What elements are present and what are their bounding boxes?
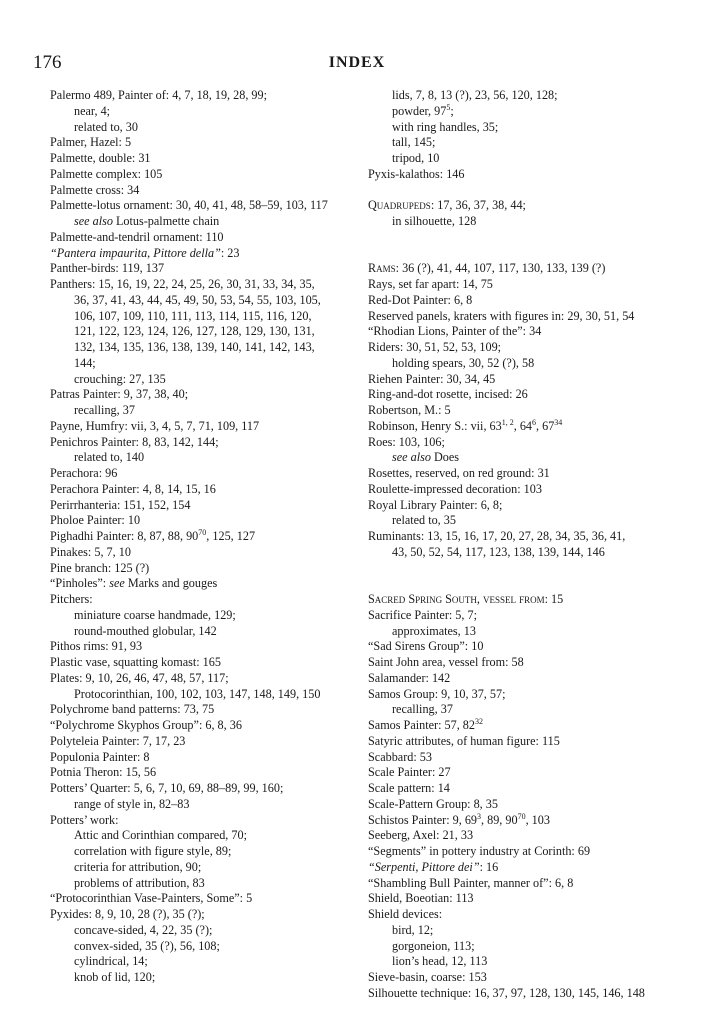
index-entry <box>368 435 668 451</box>
entry-text: Palmette cross: 34 <box>50 182 140 197</box>
entry-text: range of style in, 82–83 <box>74 796 190 811</box>
entry-text: Pighadhi Painter: 8, 87, 88, 90 <box>50 529 199 543</box>
index-subentry <box>50 104 355 120</box>
index-entry <box>50 135 355 151</box>
entry-text: Scale pattern: 14 <box>368 781 450 795</box>
index-entry <box>50 435 355 451</box>
italic-cross-reference: see <box>109 576 125 591</box>
entry-text: Penichros Painter: 8, 83, 142, 144; <box>50 434 219 449</box>
index-entry <box>50 718 355 734</box>
index-entry <box>50 750 355 766</box>
entry-text: Polychrome band patterns: 73, 75 <box>50 702 215 717</box>
entry-text: ; <box>450 103 454 118</box>
footnote-ref: 32 <box>474 716 483 726</box>
entry-text: in silhouette, 128 <box>392 214 477 228</box>
page-number: 176 <box>33 52 62 73</box>
index-entry-continuation <box>368 545 668 561</box>
entry-text: Samos Painter: 57, 82 <box>368 718 475 732</box>
index-subentry <box>368 104 668 120</box>
entry-text: “Sad Sirens Group”: 10 <box>368 639 484 654</box>
index-entry <box>368 293 668 309</box>
entry-text: round-mouthed globular, 142 <box>74 623 217 638</box>
index-subentry <box>50 687 355 703</box>
entry-text: 36, 37, 41, 43, 44, 45, 49, 50, 53, 54, 55, 103, 105, <box>74 292 321 307</box>
footnote-ref: 3 <box>477 811 482 821</box>
entry-text: Robinson, Henry S.: vii, 63 <box>368 418 502 433</box>
entry-text: gorgoneion, 113; <box>392 938 475 953</box>
index-entry <box>50 592 355 608</box>
entry-text: Saint John area, vessel from: 58 <box>368 655 524 669</box>
index-subentry <box>50 797 355 813</box>
section-gap <box>368 576 668 592</box>
entry-text: , 89, 90 <box>481 812 518 827</box>
entry-text: Perirrhanteria: 151, 152, 154 <box>50 497 191 512</box>
index-entry-continuation <box>50 293 355 309</box>
index-entry <box>50 498 355 514</box>
index-entry <box>50 891 355 907</box>
index-subentry <box>50 860 355 876</box>
index-subentry <box>368 513 668 529</box>
entry-text: Pholoe Painter: 10 <box>50 513 141 528</box>
index-entry <box>368 655 668 671</box>
entry-text: Lotus-palmette chain <box>112 214 220 228</box>
entry-text: Seeberg, Axel: 21, 33 <box>368 828 474 843</box>
entry-text: crouching: 27, 135 <box>74 371 166 386</box>
index-subentry <box>50 844 355 860</box>
entry-text: “Rhodian Lions, Painter of the”: 34 <box>368 324 542 339</box>
entry-text: Riders: 30, 51, 52, 53, 109; <box>368 340 502 354</box>
index-entry <box>50 167 355 183</box>
entry-text: “Pinholes”: <box>50 576 110 591</box>
entry-text: Palmette-and-tendril ornament: 110 <box>50 229 224 244</box>
entry-text: Scale Painter: 27 <box>368 765 451 780</box>
index-subentry <box>368 624 668 640</box>
index-entry <box>368 372 668 388</box>
index-entry <box>368 403 668 419</box>
index-subentry <box>368 135 668 151</box>
entry-text: Riehen Painter: 30, 34, 45 <box>368 371 496 386</box>
entry-text: Panther-birds: 119, 137 <box>50 261 165 276</box>
entry-text: 106, 107, 109, 110, 111, 113, 114, 115, 116, 120, <box>74 308 312 323</box>
index-subentry <box>50 828 355 844</box>
index-subentry <box>50 923 355 939</box>
entry-text: Sacrifice Painter: 5, 7; <box>368 607 477 622</box>
index-entry <box>368 639 668 655</box>
index-entry <box>50 261 355 277</box>
index-entry <box>368 529 668 545</box>
index-entry <box>368 198 668 214</box>
index-entry <box>368 813 668 829</box>
index-entry <box>50 734 355 750</box>
entry-text: lids, 7, 8, 13 (?), 23, 56, 120, 128; <box>392 88 558 102</box>
running-head: INDEX <box>328 54 386 71</box>
index-entry <box>50 387 355 403</box>
index-subentry <box>50 624 355 640</box>
index-entry <box>50 482 355 498</box>
section-gap <box>368 561 668 577</box>
index-entry <box>368 592 668 608</box>
index-entry <box>50 88 355 104</box>
index-entry <box>368 797 668 813</box>
index-entry <box>368 309 668 325</box>
index-entry <box>368 498 668 514</box>
entry-text: , 103 <box>525 812 550 827</box>
entry-text: Satyric attributes, of human figure: 115 <box>368 733 560 748</box>
index-entry <box>50 561 355 577</box>
entry-text: 121, 122, 123, 124, 126, 127, 128, 129, 130, 131, <box>74 324 315 339</box>
index-entry <box>368 907 668 923</box>
footnote-ref: 70 <box>198 527 207 537</box>
index-entry <box>368 734 668 750</box>
index-entry <box>50 671 355 687</box>
index-entry-continuation <box>50 324 355 340</box>
entry-text: Populonia Painter: 8 <box>50 749 150 764</box>
index-entry <box>368 750 668 766</box>
index-entry <box>368 891 668 907</box>
index-entry <box>50 781 355 797</box>
entry-text: Patras Painter: 9, 37, 38, 40; <box>50 387 189 402</box>
entry-text: holding spears, 30, 52 (?), 58 <box>392 355 535 370</box>
entry-text: correlation with figure style, 89; <box>74 844 232 858</box>
entry-text: miniature coarse handmade, 129; <box>74 607 236 622</box>
index-subentry <box>368 939 668 955</box>
entry-text: Robertson, M.: 5 <box>368 403 451 417</box>
entry-text: criteria for attribution, 90; <box>74 859 202 874</box>
index-subentry <box>368 356 668 372</box>
entry-text: Marks and gouges <box>124 576 218 591</box>
entry-text: “Shambling Bull Painter, manner of”: 6, 8 <box>368 875 574 890</box>
index-subentry <box>50 954 355 970</box>
index-subentry <box>50 372 355 388</box>
entry-text: Pitchers: <box>50 592 93 606</box>
index-entry <box>368 167 668 183</box>
entry-text: “Protocorinthian Vase-Painters, Some”: 5 <box>50 891 253 906</box>
entry-text: Panthers: 15, 16, 19, 22, 24, 25, 26, 30, 31, 33, 34, 35, <box>50 277 315 291</box>
entry-text: Palmette, double: 31 <box>50 151 151 165</box>
entry-text: Attic and Corinthian compared, 70; <box>74 828 247 843</box>
entry-text: 43, 50, 52, 54, 117, 123, 138, 139, 144, 146 <box>392 544 605 559</box>
index-entry <box>368 970 668 986</box>
entry-text: “Polychrome Skyphos Group”: 6, 8, 36 <box>50 718 242 732</box>
entry-text: Roulette-impressed decoration: 103 <box>368 481 542 496</box>
index-entry <box>368 324 668 340</box>
entry-text: Reserved panels, kraters with figures in: 29, 30, 51, 54 <box>368 308 635 323</box>
entry-text: Silhouette technique: 16, 37, 97, 128, 130, 145, 146, 148 <box>368 985 645 1000</box>
index-entry <box>368 671 668 687</box>
index-subentry <box>368 702 668 718</box>
index-entry <box>368 261 668 277</box>
entry-text: Does <box>430 450 460 465</box>
index-entry <box>50 813 355 829</box>
entry-text: Potters’ Quarter: 5, 6, 7, 10, 69, 88–89, 99, 160; <box>50 781 284 795</box>
entry-text: : 23 <box>220 245 240 260</box>
entry-text: bird, 12; <box>392 922 434 937</box>
entry-text: Perachora: 96 <box>50 466 118 480</box>
index-entry <box>368 482 668 498</box>
footnote-ref: 34 <box>554 417 563 427</box>
index-entry <box>368 844 668 860</box>
index-entry <box>50 765 355 781</box>
index-subentry <box>368 923 668 939</box>
entry-text: Perachora Painter: 4, 8, 14, 15, 16 <box>50 481 216 496</box>
footnote-ref: 1, 2 <box>501 417 514 427</box>
index-entry-continuation <box>50 356 355 372</box>
index-entry <box>368 419 668 435</box>
entry-text: Potnia Theron: 15, 56 <box>50 765 157 780</box>
entry-text: Shield, Boeotian: 113 <box>368 891 474 906</box>
entry-text: Salamander: 142 <box>368 670 451 685</box>
entry-text: related to, 35 <box>392 513 456 528</box>
entry-text: 132, 134, 135, 136, 138, 139, 140, 141, 142, 143, <box>74 340 315 354</box>
index-subentry <box>368 214 668 230</box>
index-entry <box>368 466 668 482</box>
index-subentry <box>50 939 355 955</box>
entry-text: Palmette complex: 105 <box>50 166 163 181</box>
entry-text: Payne, Humfry: vii, 3, 4, 5, 7, 71, 109, 117 <box>50 418 260 433</box>
entry-text: Scale-Pattern Group: 8, 35 <box>368 796 498 811</box>
index-entry <box>368 986 668 1002</box>
index-entry <box>50 246 355 262</box>
entry-text: Pithos rims: 91, 93 <box>50 639 143 654</box>
index-entry <box>50 277 355 293</box>
italic-term: see also <box>392 450 431 465</box>
index-entry <box>50 198 355 214</box>
entry-text: convex-sided, 35 (?), 56, 108; <box>74 938 220 953</box>
entry-text: Schistos Painter: 9, 69 <box>368 812 478 827</box>
entry-text: Potters’ work: <box>50 812 119 827</box>
section-gap <box>368 183 668 199</box>
index-subentry <box>50 608 355 624</box>
footnote-ref: 6 <box>532 417 537 427</box>
index-entry <box>50 655 355 671</box>
entry-text: Palmer, Hazel: 5 <box>50 135 132 150</box>
entry-text: Palmette-lotus ornament: 30, 40, 41, 48, 58–59, 103, 117 <box>50 198 328 213</box>
entry-text: Red-Dot Painter: 6, 8 <box>368 292 473 307</box>
italic-term: see also <box>74 214 113 228</box>
index-subentry <box>368 151 668 167</box>
entry-text: concave-sided, 4, 22, 35 (?); <box>74 922 213 937</box>
index-entry <box>50 545 355 561</box>
index-subentry <box>50 970 355 986</box>
index-subentry <box>368 954 668 970</box>
entry-text: Ring-and-dot rosette, incised: 26 <box>368 387 528 402</box>
entry-text: Plastic vase, squatting komast: 165 <box>50 655 221 669</box>
entry-text: Scabbard: 53 <box>368 749 432 764</box>
index-entry <box>50 466 355 482</box>
index-subentry <box>368 450 668 466</box>
entry-text: knob of lid, 120; <box>74 970 156 984</box>
index-entry <box>50 513 355 529</box>
index-entry-continuation <box>50 340 355 356</box>
entry-text: “Segments” in pottery industry at Corinth: 69 <box>368 844 591 858</box>
index-subentry <box>368 88 668 104</box>
section-gap <box>368 246 668 262</box>
entry-text: : 17, 36, 37, 38, 44; <box>430 198 526 213</box>
index-entry <box>368 876 668 892</box>
entry-text: related to, 140 <box>74 450 145 465</box>
entry-text: : 16 <box>479 859 499 874</box>
entry-text: Sieve-basin, coarse: 153 <box>368 970 487 984</box>
section-lead-term: Sacred Spring South, vessel from <box>368 592 545 606</box>
index-subentry <box>50 450 355 466</box>
index-entry <box>368 718 668 734</box>
footnote-ref: 70 <box>517 811 526 821</box>
entry-text: Pyxides: 8, 9, 10, 28 (?), 35 (?); <box>50 907 205 921</box>
index-subentry <box>50 214 355 230</box>
index-entry <box>368 765 668 781</box>
index-entry <box>50 576 355 592</box>
entry-text: tall, 145; <box>392 135 436 150</box>
section-lead-term: Rams <box>368 261 396 276</box>
index-entry <box>368 828 668 844</box>
entry-text: , 64 <box>513 418 533 433</box>
index-entry <box>368 608 668 624</box>
entry-text: recalling, 37 <box>74 403 135 417</box>
entry-text: Rosettes, reserved, on red ground: 31 <box>368 466 550 480</box>
index-entry <box>50 529 355 545</box>
entry-text: Plates: 9, 10, 26, 46, 47, 48, 57, 117; <box>50 670 229 685</box>
index-column-right <box>368 88 668 1002</box>
entry-text: Pine branch: 125 (?) <box>50 560 150 575</box>
entry-text: Ruminants: 13, 15, 16, 17, 20, 27, 28, 34, 35, 36, 41, <box>368 529 626 543</box>
index-column-left <box>50 88 355 986</box>
entry-text: Roes: 103, 106; <box>368 434 445 449</box>
entry-text: : 36 (?), 41, 44, 107, 117, 130, 133, 139 (?) <box>395 261 606 276</box>
italic-term: “Pantera impaurita, Pittore della” <box>50 245 221 260</box>
section-gap <box>368 230 668 246</box>
index-entry <box>50 907 355 923</box>
index-entry <box>368 781 668 797</box>
entry-text: lion’s head, 12, 113 <box>392 954 488 969</box>
index-subentry <box>368 120 668 136</box>
entry-text: cylindrical, 14; <box>74 954 148 969</box>
index-subentry <box>50 876 355 892</box>
entry-text: Shield devices: <box>368 907 443 921</box>
index-subentry <box>50 120 355 136</box>
entry-text: recalling, 37 <box>392 702 453 717</box>
entry-text: Polyteleia Painter: 7, 17, 23 <box>50 733 186 748</box>
entry-text: near, 4; <box>74 103 111 118</box>
entry-text: Rays, set far apart: 14, 75 <box>368 277 493 291</box>
entry-text: , 67 <box>536 418 555 433</box>
index-entry <box>50 702 355 718</box>
entry-text: Pinakes: 5, 7, 10 <box>50 544 131 559</box>
entry-text: Palermo 489, Painter of: 4, 7, 18, 19, 28, 99; <box>50 88 267 102</box>
index-entry <box>50 151 355 167</box>
index-entry-continuation <box>50 309 355 325</box>
entry-text: : 15 <box>544 592 564 606</box>
entry-text: problems of attribution, 83 <box>74 875 205 890</box>
entry-text: approximates, 13 <box>392 623 476 638</box>
index-entry <box>368 860 668 876</box>
entry-text: Samos Group: 9, 10, 37, 57; <box>368 686 506 701</box>
footnote-ref: 5 <box>446 102 451 112</box>
italic-term: “Serpenti, Pittore dei” <box>368 859 480 874</box>
index-entry <box>368 387 668 403</box>
index-entry <box>50 183 355 199</box>
index-entry <box>368 687 668 703</box>
entry-text: Royal Library Painter: 6, 8; <box>368 497 503 512</box>
entry-text: with ring handles, 35; <box>392 119 499 134</box>
index-entry <box>50 419 355 435</box>
index-entry <box>50 639 355 655</box>
index-subentry <box>50 403 355 419</box>
index-entry <box>368 340 668 356</box>
entry-text: Pyxis-kalathos: 146 <box>368 166 465 181</box>
index-entry <box>50 230 355 246</box>
entry-text: 144; <box>74 355 96 370</box>
entry-text: , 125, 127 <box>206 529 256 543</box>
entry-text: tripod, 10 <box>392 151 440 165</box>
section-lead-term: Quadrupeds <box>368 198 431 213</box>
entry-text: related to, 30 <box>74 119 138 134</box>
index-entry <box>368 277 668 293</box>
entry-text: powder, 97 <box>392 103 447 118</box>
entry-text: Protocorinthian, 100, 102, 103, 147, 148, 149, 150 <box>74 686 321 701</box>
